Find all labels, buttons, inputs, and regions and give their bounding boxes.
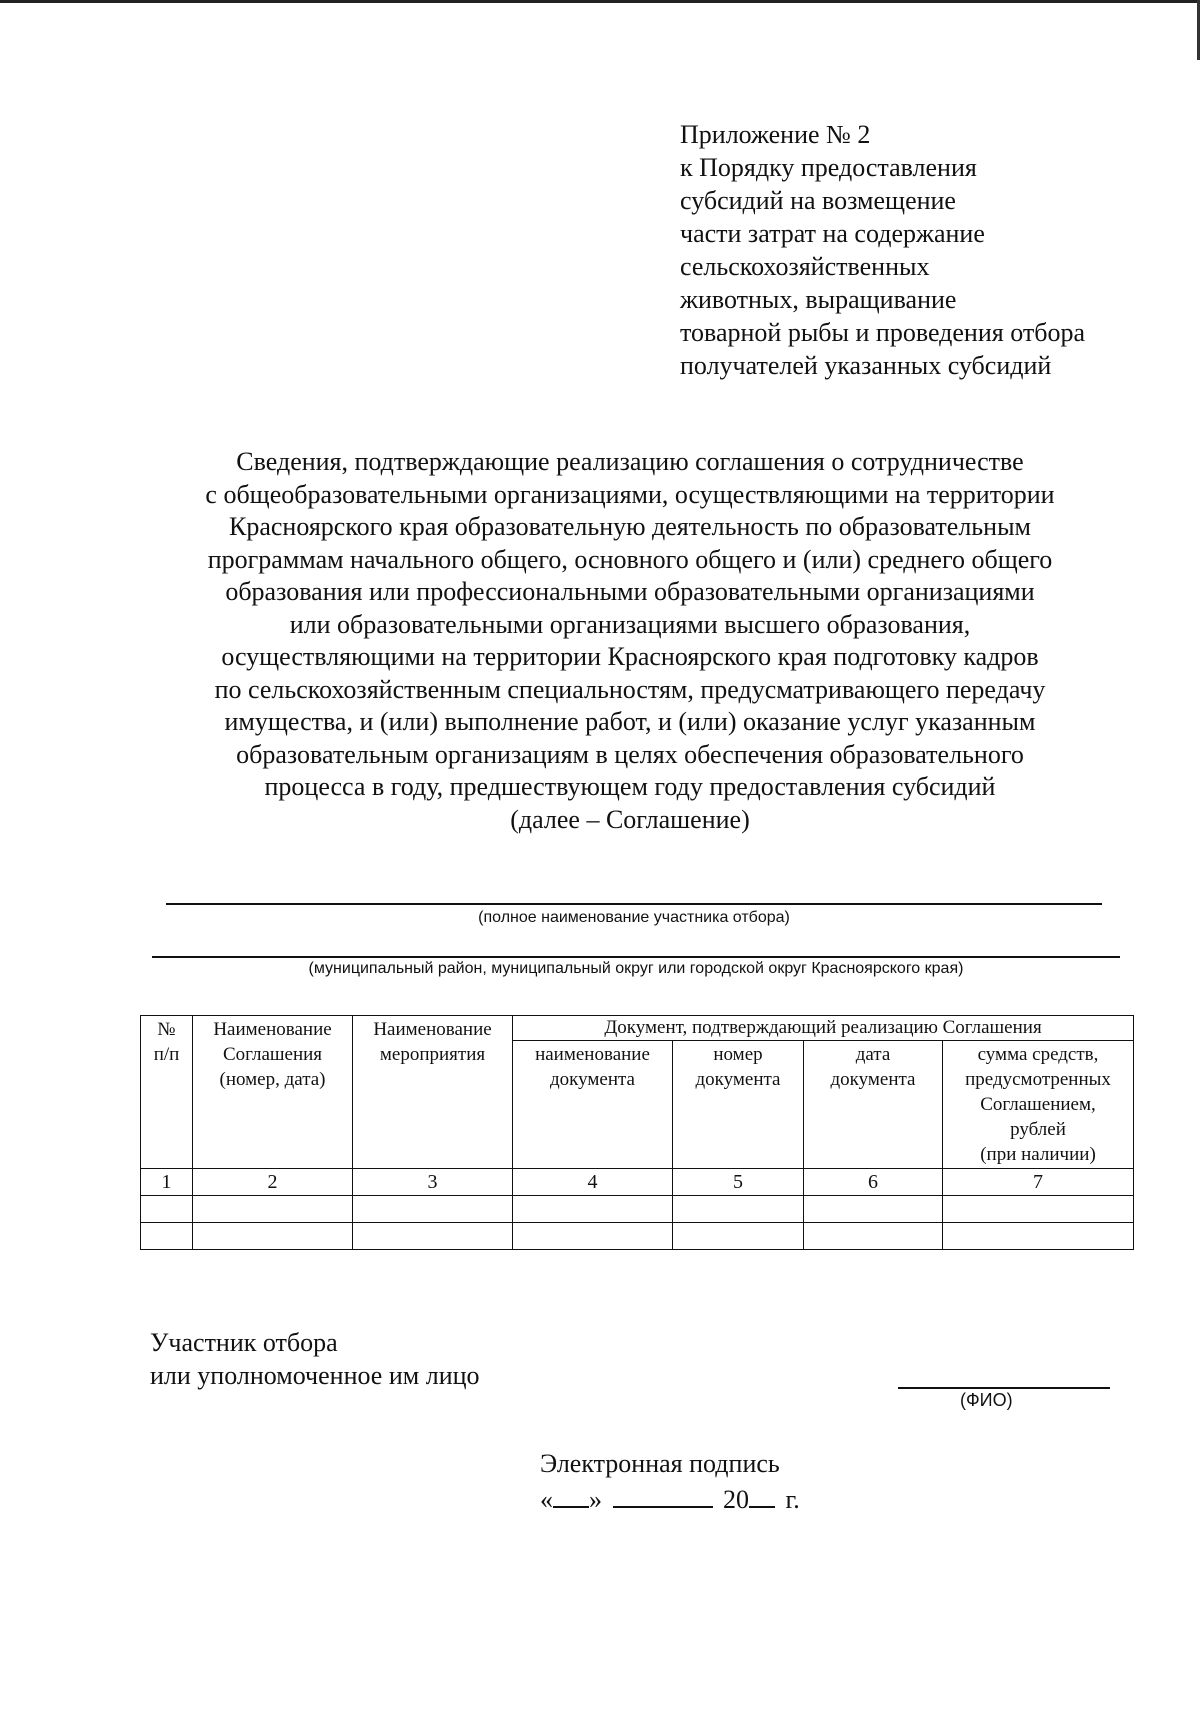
district-caption: (муниципальный район, муниципальный округ или городской округ Красноярского края) <box>308 960 964 977</box>
header-agreement <box>193 1016 353 1169</box>
header-line: наименование <box>535 1044 650 1065</box>
year-suffix: г. <box>785 1485 800 1514</box>
header-line: сумма средств, <box>977 1044 1099 1065</box>
table-cell[interactable] <box>673 1196 804 1223</box>
header-num-line: п/п <box>153 1044 180 1065</box>
table-cell[interactable] <box>513 1223 673 1250</box>
esign-label: Электронная подпись <box>540 1449 780 1478</box>
title-line: по сельскохозяйственным специальностям, предусматривающего передачу <box>214 674 1046 704</box>
participant-name-caption: (полное наименование участника отбора) <box>478 909 790 926</box>
table-header-row <box>141 1016 1134 1041</box>
title-line: образовательным организациям в целях обеспечения образовательного <box>236 739 1024 769</box>
column-number-row <box>141 1169 1134 1196</box>
appendix-line: части затрат на содержание <box>680 219 985 248</box>
title-line: или образовательными организациями высшего образования, <box>289 609 971 639</box>
table-cell[interactable] <box>673 1223 804 1250</box>
column-number: 3 <box>353 1169 513 1196</box>
appendix-line: получателей указанных субсидий <box>680 351 1052 380</box>
scan-edge-top <box>0 0 1200 3</box>
header-line: (номер, дата) <box>219 1069 326 1090</box>
title-line: Красноярского края образовательную деятельность по образовательным <box>228 512 1031 541</box>
fio-caption: (ФИО) <box>960 1390 1013 1410</box>
month-field[interactable] <box>613 1482 713 1508</box>
header-line: (при наличии) <box>980 1144 1096 1165</box>
appendix-line: сельскохозяйственных <box>680 252 930 281</box>
column-number: 4 <box>513 1169 673 1196</box>
header-line: Наименование <box>213 1019 332 1040</box>
header-line: дата <box>855 1044 891 1065</box>
day-field[interactable] <box>553 1482 589 1508</box>
table-row <box>141 1196 1134 1223</box>
table-cell[interactable] <box>141 1223 193 1250</box>
electronic-signature-block <box>540 1446 800 1518</box>
table-cell[interactable] <box>353 1223 513 1250</box>
header-line: рублей <box>1010 1119 1066 1140</box>
title-line: процесса в году, предшествующем году предоставления субсидий <box>264 772 996 801</box>
table-cell[interactable] <box>804 1223 943 1250</box>
table-cell[interactable] <box>353 1196 513 1223</box>
table-cell[interactable] <box>193 1196 353 1223</box>
header-line: мероприятия <box>379 1044 486 1065</box>
table-cell[interactable] <box>943 1223 1134 1250</box>
date-quote-close: » <box>589 1485 602 1514</box>
title-line: осуществляющими на территории Красноярского края подготовку кадров <box>221 642 1039 671</box>
header-line: Наименование <box>373 1019 492 1040</box>
year-prefix: 20 <box>723 1485 749 1514</box>
table-cell[interactable] <box>804 1196 943 1223</box>
header-line: Соглашением, <box>980 1094 1096 1115</box>
table-cell[interactable] <box>513 1196 673 1223</box>
year-field[interactable] <box>749 1482 775 1508</box>
header-line: документа <box>830 1069 916 1090</box>
signer-line: или уполномоченное им лицо <box>150 1361 480 1390</box>
column-number: 7 <box>943 1169 1134 1196</box>
appendix-line: товарной рыбы и проведения отбора <box>680 318 1085 347</box>
header-event <box>353 1016 513 1169</box>
appendix-header <box>680 118 1085 382</box>
district-field[interactable] <box>152 956 1120 958</box>
title-line: имущества, и (или) выполнение работ, и (или) оказание услуг указанным <box>224 707 1036 736</box>
document-title <box>110 446 1150 836</box>
header-line: документа <box>550 1069 635 1090</box>
appendix-line: Приложение № 2 <box>680 120 871 149</box>
title-line: образования или профессиональными образовательными организациями <box>225 577 1035 606</box>
header-line: Соглашения <box>222 1044 323 1065</box>
header-num-line: № <box>157 1019 176 1040</box>
header-doc-number <box>673 1041 804 1169</box>
fio-field[interactable] <box>898 1387 1110 1389</box>
column-number: 6 <box>804 1169 943 1196</box>
title-line: Сведения, подтверждающие реализацию соглашения о сотрудничестве <box>236 447 1024 476</box>
header-num <box>141 1016 193 1169</box>
table-cell[interactable] <box>193 1223 353 1250</box>
header-doc-name <box>513 1041 673 1169</box>
header-doc-date <box>804 1041 943 1169</box>
header-line: документа <box>695 1069 781 1090</box>
appendix-line: субсидий на возмещение <box>680 186 956 215</box>
participant-name-field[interactable] <box>166 903 1102 905</box>
column-number: 2 <box>193 1169 353 1196</box>
column-number: 1 <box>141 1169 193 1196</box>
table-cell[interactable] <box>141 1196 193 1223</box>
signer-block <box>150 1326 480 1392</box>
title-line: с общеобразовательными организациями, осуществляющими на территории <box>205 479 1055 509</box>
title-line: (далее – Соглашение) <box>510 804 750 834</box>
table-row <box>141 1223 1134 1250</box>
signer-line: Участник отбора <box>150 1328 338 1357</box>
esign-date <box>540 1482 800 1518</box>
table-cell[interactable] <box>943 1196 1134 1223</box>
column-number: 5 <box>673 1169 804 1196</box>
header-line: предусмотренных <box>965 1069 1111 1090</box>
appendix-line: животных, выращивание <box>680 285 957 314</box>
title-line: программам начального общего, основного общего и (или) среднего общего <box>207 544 1053 574</box>
header-line: номер <box>713 1044 763 1065</box>
date-quote-open: « <box>540 1485 553 1514</box>
header-doc-sum <box>943 1041 1134 1169</box>
agreement-table <box>140 1015 1134 1250</box>
header-document-group: Документ, подтверждающий реализацию Соглашения <box>513 1016 1134 1041</box>
appendix-line: к Порядку предоставления <box>680 153 977 182</box>
